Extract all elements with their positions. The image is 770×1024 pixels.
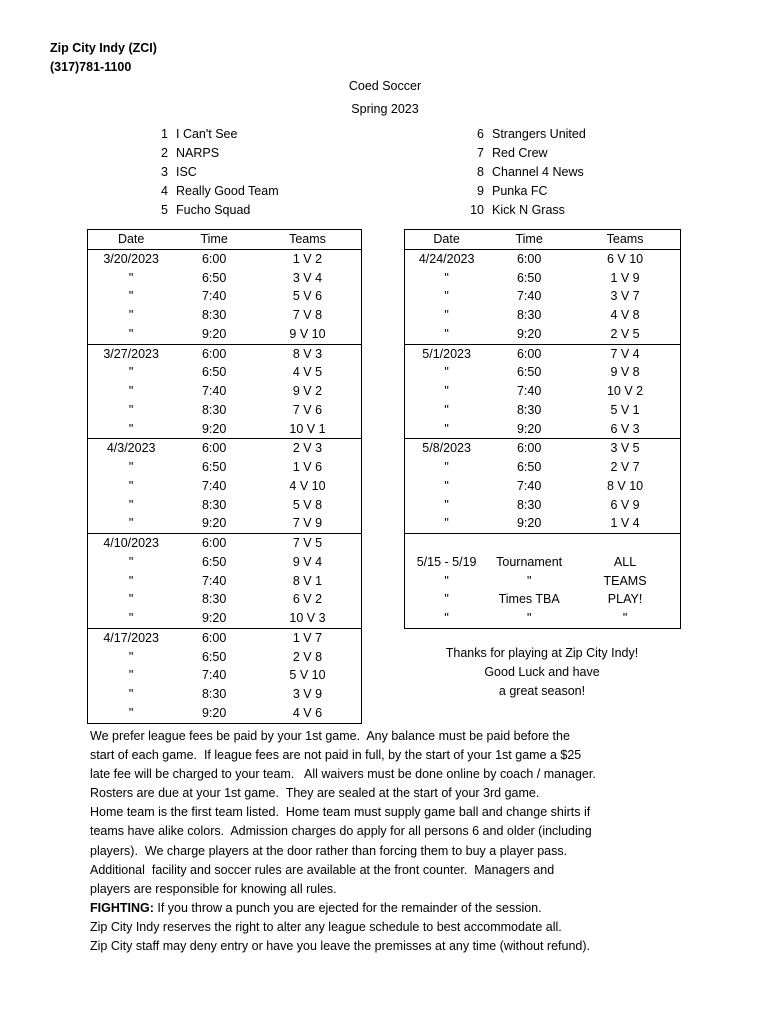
cell-date: 5/8/2023 [422,441,471,456]
team-number: 6 [477,127,484,141]
team-number: 10 [470,203,484,217]
cell-time: 6:50 [516,270,542,285]
table-row [88,363,362,382]
organization-phone: (317)781-1100 [50,60,132,74]
table-row [405,553,681,572]
cell-time: 8:30 [201,308,227,322]
cell-teams: 4 V 10 [289,478,326,493]
cell-date: 4/10/2023 [103,536,159,550]
team-name: Red Crew [492,146,548,160]
rule-text: players are responsible for knowing all rules. [90,881,337,896]
table-row [88,496,362,515]
cell-date: " [128,384,134,398]
column-header-time: Time [200,232,228,246]
table-row [88,666,362,685]
cell-date: " [128,497,134,512]
cell-teams: 7 V 9 [292,516,323,531]
cell-time: 8:30 [516,308,542,322]
cell-teams: 4 V 8 [610,308,640,322]
cell-teams: 7 V 5 [292,536,323,550]
cell-teams: 5 V 8 [292,497,323,512]
team-number: 3 [161,165,168,179]
cell-time: 6:00 [201,441,227,456]
rule-line [90,746,690,765]
cell-time: 7:40 [516,384,542,398]
rule-text: start of each game. If league fees are not paid in full, by the start of your 1st game a $25 [90,748,582,763]
thanks-line: Good Luck and have [484,665,600,679]
schedule-table-left [87,229,362,724]
rule-text: Zip City staff may deny entry or have you leave the premisses at any time (without refund). [90,939,590,954]
table-row [88,420,362,439]
table-row [88,249,362,268]
table-row [88,534,362,553]
table-row [405,401,681,420]
cell-time: 6:00 [201,251,227,266]
team-entry [146,201,279,220]
cell-teams: 10 V 2 [606,384,644,398]
team-number: 1 [161,127,168,141]
table-row [88,439,362,458]
table-row [88,514,362,533]
rule-text: Home team is the first team listed. Home team must supply game ball and change shirts if [90,805,591,820]
column-header-date: Date [433,232,460,246]
cell-date: " [444,384,449,398]
table-row [405,306,681,325]
rule-line [90,822,690,841]
season-label: Spring 2023 [351,102,419,116]
cell-time: 6:00 [201,346,227,361]
cell-date: 3/27/2023 [103,346,159,361]
organization-name: Zip City Indy (ZCI) [50,41,157,55]
cell-teams: 2 V 7 [610,460,640,474]
cell-teams: 1 V 4 [610,516,640,531]
table-row [88,704,362,723]
table-row [405,382,681,401]
cell-teams: 10 V 1 [289,421,326,436]
cell-time [488,534,570,553]
column-header-time: Time [515,232,543,246]
cell-teams: 6 V 9 [610,497,640,512]
rule-text: Zip City Indy reserves the right to alter any league schedule to best accommodate all. [90,919,562,934]
cell-teams: ALL [613,554,637,569]
table-row [88,269,362,288]
table-row [88,590,362,609]
cell-date: " [128,326,134,341]
table-row [405,590,681,609]
cell-time: 6:50 [201,270,227,285]
cell-date: " [128,402,134,417]
team-name: NARPS [176,146,220,160]
cell-date: " [128,460,134,474]
cell-teams: 2 V 3 [292,441,323,456]
cell-time: 6:50 [201,554,227,569]
table-row [405,249,681,268]
team-entry [462,125,586,144]
cell-teams: 1 V 9 [610,270,640,285]
table-row [405,514,681,533]
table-row [88,458,362,477]
cell-date: 5/15 - 5/19 [416,554,477,569]
cell-date: " [128,421,134,436]
table-row [88,477,362,496]
cell-date: " [444,402,449,417]
cell-teams: TEAMS [603,573,647,588]
cell-date: " [444,460,449,474]
cell-date: " [444,326,449,341]
week-group [405,344,681,439]
cell-teams: 2 V 8 [292,649,323,664]
week-group [88,344,362,439]
cell-time: " [526,573,532,588]
rule-text: We prefer league fees be paid by your 1st game. Any balance must be paid before the [90,729,570,743]
cell-time: 7:40 [516,478,542,493]
table-row [405,477,681,496]
table-row [88,553,362,572]
rule-text: players). We charge players at the door rather than forcing them to buy a player pass. [90,843,568,858]
table-row [405,458,681,477]
cell-teams: 3 V 5 [610,441,640,456]
rule-line [90,899,690,918]
column-header-date: Date [117,232,145,246]
table-row [405,534,681,553]
cell-date: " [128,478,134,493]
cell-date [405,534,489,553]
rule-heading: FIGHTING: [90,900,154,915]
cell-teams: 8 V 1 [292,573,323,588]
cell-date: " [128,705,134,720]
thanks-message [404,644,680,701]
column-header-teams: Teams [289,232,326,246]
cell-time: 9:20 [516,421,542,436]
cell-date: 4/24/2023 [418,251,475,266]
league-rules [90,727,690,956]
cell-time: Times TBA [498,592,560,607]
table-row [405,363,681,382]
cell-teams: 3 V 9 [292,687,323,701]
cell-teams: 7 V 8 [292,308,323,322]
cell-time: 9:20 [201,326,227,341]
team-entry [146,182,279,201]
thanks-line: a great season! [498,684,586,698]
week-group [88,628,362,723]
cell-teams: 6 V 2 [292,592,323,607]
team-entry [462,163,586,182]
rule-text: If you throw a punch you are ejected for the remainder of the session. [153,900,542,915]
team-name: I Can't See [176,127,238,141]
table-row [88,382,362,401]
table-row [405,325,681,344]
cell-time: 9:20 [516,326,542,341]
cell-teams: 1 V 7 [292,630,323,645]
cell-date: " [128,611,134,625]
cell-time: 9:20 [201,516,227,531]
team-list-left [146,125,279,220]
cell-date: 4/3/2023 [106,441,156,456]
rule-line [90,918,690,937]
cell-time: 6:00 [201,630,227,645]
team-name: Fucho Squad [176,203,251,217]
cell-time: Tournament [496,554,563,569]
cell-date: " [128,365,134,380]
rule-line [90,765,690,784]
rule-line [90,937,690,956]
schedule-table-right [404,229,681,629]
cell-date: " [444,421,449,436]
cell-teams: 3 V 4 [292,270,323,285]
team-name: Strangers United [492,127,586,141]
cell-time: 6:50 [516,460,542,474]
rule-line [90,803,690,822]
cell-date: " [444,573,449,588]
cell-time: 7:40 [201,478,227,493]
cell-date: " [128,687,134,701]
cell-time: 6:00 [516,441,542,456]
team-entry [146,125,279,144]
cell-time: 6:50 [201,460,227,474]
team-name: Really Good Team [176,184,279,198]
cell-teams: 8 V 10 [606,478,644,493]
table-row [405,439,681,458]
cell-date: " [128,554,134,569]
cell-time: 7:40 [516,289,542,304]
document-title: Coed Soccer [348,79,422,93]
cell-teams: 8 V 3 [292,346,323,361]
cell-teams: 1 V 6 [292,460,323,474]
team-number: 8 [477,165,484,179]
cell-date: " [128,649,134,664]
cell-teams: 5 V 6 [292,289,323,304]
team-entry [462,182,586,201]
table-row [405,287,681,306]
rule-text: Rosters are due at your 1st game. They are sealed at the start of your 3rd game. [90,786,540,801]
rule-text: teams have alike colors. Admission charges do apply for all persons 6 and older (including [90,824,592,839]
cell-time: " [526,611,532,625]
cell-date: " [128,308,134,322]
cell-teams: 9 V 4 [292,554,323,569]
cell-date: " [444,289,449,304]
cell-time: 8:30 [201,687,227,701]
cell-time: 7:40 [201,384,227,398]
table-row [405,572,681,591]
cell-time: 7:40 [201,573,227,588]
cell-teams: 10 V 3 [289,611,326,625]
cell-teams: 7 V 4 [610,346,640,361]
cell-time: 8:30 [516,402,542,417]
cell-date: " [444,478,449,493]
thanks-line: Thanks for playing at Zip City Indy! [445,646,639,660]
cell-teams: 9 V 8 [610,365,640,380]
team-name: Kick N Grass [492,203,565,217]
cell-date: " [444,592,449,607]
table-row [88,609,362,628]
cell-time: 6:00 [516,346,542,361]
table-row [88,685,362,704]
cell-time: 9:20 [516,516,542,531]
cell-time: 8:30 [201,402,227,417]
team-number: 7 [477,146,484,160]
week-group [88,249,362,344]
team-number: 5 [161,203,168,217]
table-row [88,287,362,306]
rule-line [90,842,690,861]
cell-time: 7:40 [201,289,227,304]
week-group [405,439,681,534]
cell-time: 9:20 [201,421,227,436]
table-row [88,572,362,591]
cell-date: " [128,668,134,683]
week-group [88,439,362,534]
table-row [405,344,681,363]
rule-text: Additional facility and soccer rules are available at the front counter. Managers and [90,862,555,877]
cell-teams [570,534,680,553]
rule-line [90,861,690,880]
week-group [405,249,681,344]
table-row [88,306,362,325]
cell-time: 8:30 [201,592,227,607]
cell-teams: 1 V 2 [292,251,323,266]
rule-line [90,880,690,899]
table-row [405,609,681,628]
cell-date: " [128,289,134,304]
cell-teams: 4 V 5 [292,365,323,380]
rule-text: late fee will be charged to your team. All waivers must be done online by coach / manager. [90,767,596,782]
cell-date: " [128,516,134,531]
team-name: Punka FC [492,184,548,198]
cell-time: 6:50 [201,649,227,664]
cell-teams: 6 V 10 [606,251,644,266]
week-group [405,534,681,629]
team-name: ISC [176,165,197,179]
cell-date: " [444,270,449,285]
cell-date: " [444,365,449,380]
cell-time: 8:30 [201,497,227,512]
cell-time: 8:30 [516,497,542,512]
team-entry [146,144,279,163]
cell-date: " [444,611,449,625]
rule-line [90,784,690,803]
cell-date: 3/20/2023 [103,251,159,266]
table-row [88,344,362,363]
cell-teams: 9 V 10 [289,326,326,341]
team-number: 2 [161,146,168,160]
team-entry [146,163,279,182]
cell-date: " [128,573,134,588]
week-group [88,534,362,629]
cell-time: 9:20 [201,705,227,720]
team-entry [462,144,586,163]
cell-time: 7:40 [201,668,227,683]
cell-teams: 5 V 1 [610,402,640,417]
table-row [88,325,362,344]
cell-date: " [128,270,134,285]
cell-teams: PLAY! [607,592,643,607]
column-header-teams: Teams [606,232,644,246]
cell-date: " [444,497,449,512]
cell-date: " [444,516,449,531]
cell-time: 6:00 [201,536,227,550]
cell-teams: 4 V 6 [292,705,323,720]
cell-time: 6:50 [201,365,227,380]
cell-date: 4/17/2023 [103,630,159,645]
table-row [405,496,681,515]
cell-teams: 6 V 3 [610,421,640,436]
cell-time: 6:50 [516,365,542,380]
table-row [88,628,362,647]
cell-time: 6:00 [516,251,542,266]
team-number: 9 [477,184,484,198]
team-number: 4 [161,184,168,198]
cell-teams: 5 V 10 [289,668,326,683]
cell-date: 5/1/2023 [422,346,471,361]
cell-teams: 7 V 6 [292,402,323,417]
team-list-right [462,125,586,220]
cell-time: 9:20 [201,611,227,625]
cell-teams: 2 V 5 [610,326,640,341]
cell-date: " [128,592,134,607]
cell-teams: 9 V 2 [292,384,323,398]
table-row [405,269,681,288]
cell-teams: " [622,611,628,625]
table-row [405,420,681,439]
table-row [88,401,362,420]
team-entry [462,201,586,220]
team-name: Channel 4 News [492,165,584,179]
cell-teams: 3 V 7 [610,289,640,304]
table-row [88,648,362,667]
rule-line [90,727,690,746]
cell-date: " [444,308,449,322]
